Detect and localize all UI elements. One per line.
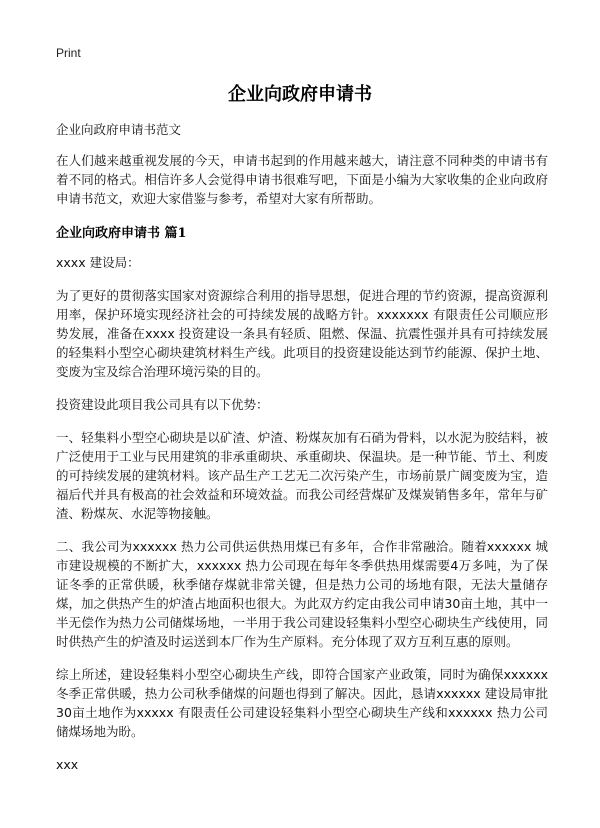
salutation: xxxx 建设局： [56, 255, 140, 270]
section-heading: 企业向政府申请书 篇1 [56, 226, 187, 241]
print-link[interactable]: Print [56, 46, 81, 60]
body-paragraph-5: 综上所述，建设轻集料小型空心砌块生产线，即符合国家产业政策，同时为确保xxxxxx 冬季正常供暖，热力公司秋季储煤的问题也得到了解决。因此，恳请xxxxxx 建设局审批30亩土地作为xxxxx 有限责任公司建设轻集料小型空心砌块生产线和xxxxxx 热力公司储煤场地为盼。 [56, 667, 548, 739]
body-paragraph-3: 一、轻集料小型空心砌块是以矿渣、炉渣、粉煤灰加有石硝为骨料，以水泥为胶结料，被广泛使用于工业与民用建筑的非承重砌块、承重砌块、保温块。是一种节能、节土、利废的可持续发展的建筑材料。该产品生产工艺无二次污染产生，市场前景广阔变废为宝，造福后代并具有极高的社会效益和环境效益。而我公司经营煤矿及煤炭销售多年，常年与矿渣、粉煤灰、水泥等物接触。 [56, 430, 548, 521]
body-paragraph-2: 投资建设此项目我公司具有以下优势： [56, 397, 269, 412]
page-title: 企业向政府申请书 [228, 84, 372, 105]
body-paragraph-1: 为了更好的贯彻落实国家对资源综合利用的指导思想，促进合理的节约资源，提高资源利用率，保护环境实现经济社会的可持续发展的战略方针。xxxxxxx 有限责任公司顺应形势发展，准备在xxxx 投资建设一条具有轻质、阻燃、保温、抗震性强并具有可持续发展的轻集料小型空心砌块建筑材料生产线。此项目的投资建设能达到节约能源、保护土地、变废为宝及综合治理环境污染的目的。 [56, 288, 548, 379]
document-subtitle: 企业向政府申请书范文 [56, 122, 182, 137]
signature: xxx [56, 757, 79, 772]
document-body [56, 120, 548, 788]
body-paragraph-4: 二、我公司为xxxxxx 热力公司供运供热用煤已有多年，合作非常融洽。随着xxxxxx 城市建设规模的不断扩大，xxxxxx 热力公司现在每年冬季供热用煤需要4万多吨，为了保证冬季的正常供暖，秋季储存煤就非常关键，但是热力公司的场地有限，无法大量储存煤，加之供热产生的炉渣占地面积也很大。为此双方约定由我公司申请30亩土地，其中一半无偿作为热力公司储煤场地，一半用于我公司建设轻集料小型空心砌块生产线使用，同时供热产生的炉渣及时运送到本厂作为生产原料。充分体现了双方互利互惠的原则。 [56, 539, 548, 649]
intro-paragraph: 在人们越来越重视发展的今天，申请书起到的作用越来越大，请注意不同种类的申请书有着不同的格式。相信许多人会觉得申请书很难写吧，下面是小编为大家收集的企业向政府申请书范文，欢迎大家借鉴与参考，希望对大家有所帮助。 [56, 153, 548, 206]
